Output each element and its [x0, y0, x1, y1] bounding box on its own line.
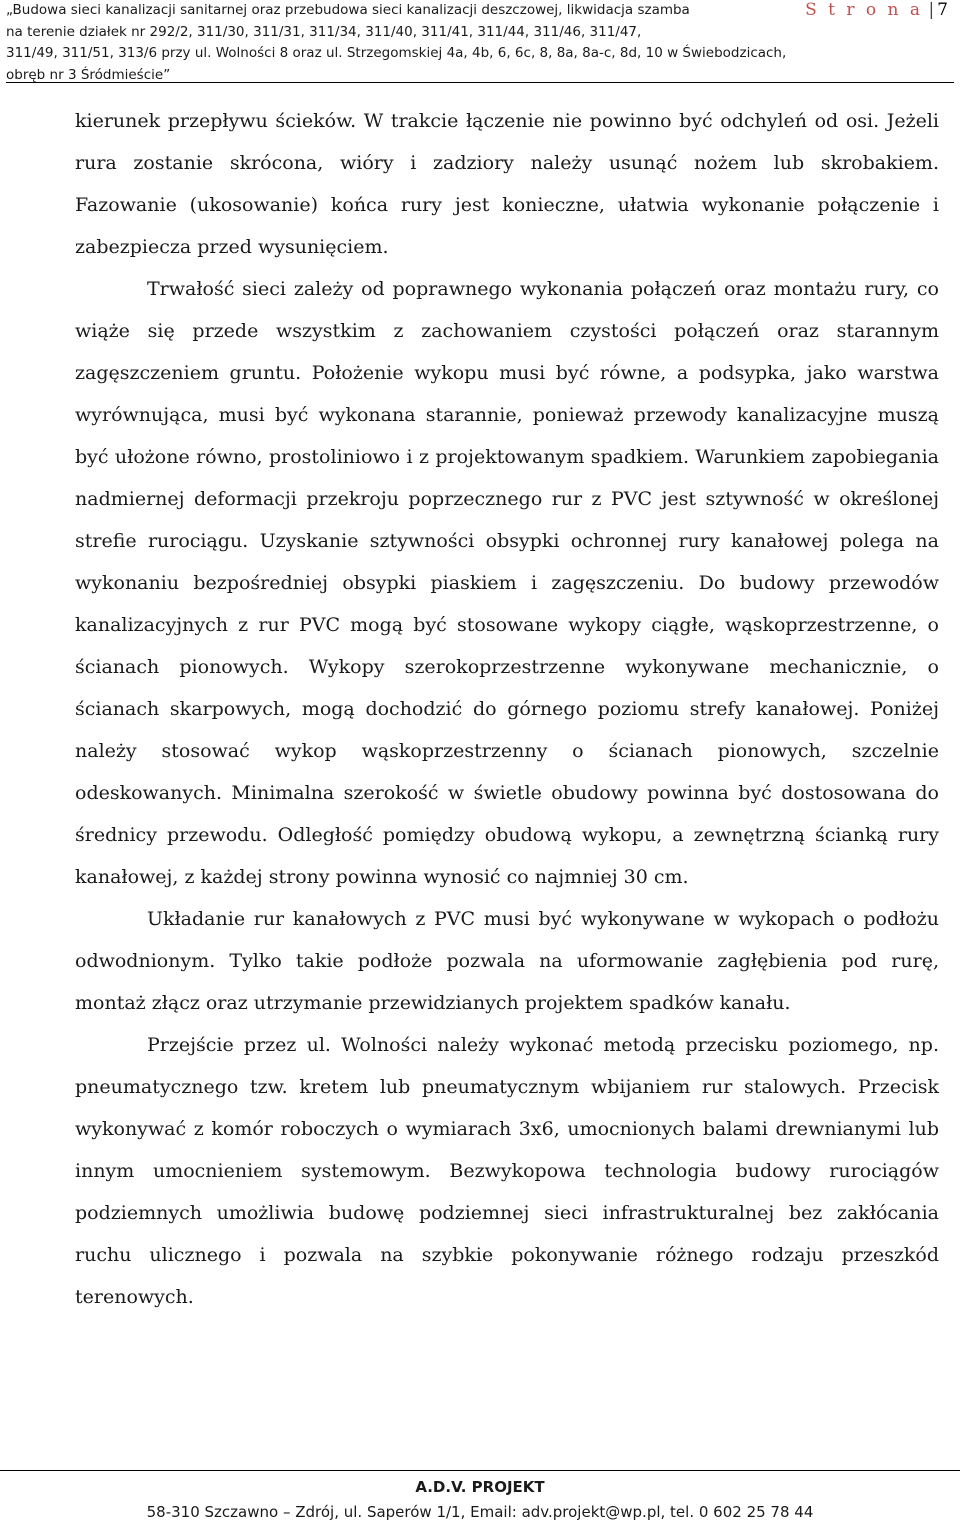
document-title — [6, 0, 836, 86]
document-title-line-4: obręb nr 3 Śródmieście” — [6, 66, 171, 83]
paragraph-pipe-laying: Układanie rur kanałowych z PVC musi być wykonywane w wykopach o podłożu odwodnionym. Tylko takie podłoże pozwala na uformowanie zagłębienia pod rurę, montaż złącz oraz utrzymanie przewidzianych projektem spadków kanału. — [75, 908, 939, 1014]
document-title-line-2: na terenie działek nr 292/2, 311/30, 311/31, 311/34, 311/40, 311/41, 311/44, 311/46, 311/47, — [6, 23, 642, 40]
page-footer — [0, 1470, 960, 1523]
page-header — [6, 0, 954, 83]
paragraph-street-crossing: Przejście przez ul. Wolności należy wykonać metodą przecisku poziomego, np. pneumatycznego tzw. kretem lub pneumatycznym wbijaniem rur stalowych. Przecisk wykonywać z komór roboczych o wymiarach 3x6, umocnionych balami drewnianymi lub innym umocnieniem systemowym. Bezwykopowa technologia budowy rurociągów podziemnych umożliwia budowę podziemnej sieci infrastrukturalnej bez zakłócania ruchu ulicznego i pozwala na szybkie pokonywanie różnego rodzaju przeszkód terenowych. — [75, 1034, 939, 1308]
document-title-line-3: 311/49, 311/51, 313/6 przy ul. Wolności 8 oraz ul. Strzegomskiej 4a, 4b, 6, 6c, 8, 8a, 8a-c, 8d, 10 w Świebodzicach, — [6, 45, 787, 61]
footer-company: A.D.V. PROJEKT — [415, 1478, 545, 1496]
page-number: 7 — [937, 0, 948, 20]
page-separator: | — [928, 0, 935, 20]
body-text — [75, 100, 939, 1318]
paragraph-continuation: kierunek przepływu ścieków. W trakcie łączenie nie powinno być odchyleń od osi. Jeżeli rura zostanie skrócona, wióry i zadziory należy usunąć nożem lub skrobakiem. Fazowanie (ukosowanie) końca rury jest konieczne, ułatwia wykonanie połączenie i zabezpiecza przed wysunięciem. — [75, 110, 939, 258]
paragraph-durability: Trwałość sieci zależy od poprawnego wykonania połączeń oraz montażu rury, co wiąże się przede wszystkim z zachowaniem czystości połączeń oraz starannym zagęszczeniem gruntu. Położenie wykopu musi być równe, a podsypka, jako warstwa wyrównująca, musi być wykonana starannie, ponieważ przewody kanalizacyjne muszą być ułożone równo, prostoliniowo i z projektowanym spadkiem. Warunkiem zapobiegania nadmiernej deformacji przekroju poprzecznego rur z PVC jest sztywność w określonej strefie rurociągu. Uzyskanie sztywności obsypki ochronnej rury kanałowej polega na wykonaniu bezpośredniej obsypki piaskiem i zagęszczeniu. Do budowy przewodów kanalizacyjnych z rur PVC mogą być stosowane wykopy ciągłe, wąskoprzestrzenne, o ścianach pionowych. Wykopy szerokoprzestrzenne wykonywane mechanicznie, o ścianach skarpowych, mogą dochodzić do górnego poziomu strefy kanałowej. Poniżej należy stosować wykop wąskoprzestrzenny o ścianach pionowych, szczelnie odeskowanych. Minimalna szerokość w świetle obudowy powinna być dostosowana do średnicy przewodu. Odległość pomiędzy obudową wykopu, a zewnętrzną ścianką rury kanałowej, z każdej strony powinna wynosić co najmniej 30 cm. — [75, 278, 939, 888]
footer-address: 58-310 Szczawno – Zdrój, ul. Saperów 1/1, Email: adv.projekt@wp.pl, tel. 0 602 25 78 44 — [146, 1503, 814, 1521]
page-word: S t r o n a — [805, 0, 924, 20]
document-title-line-1: „Budowa sieci kanalizacji sanitarnej oraz przebudowa sieci kanalizacji deszczowej, likwidacja szamba — [6, 2, 690, 18]
page-number-label — [805, 0, 948, 21]
